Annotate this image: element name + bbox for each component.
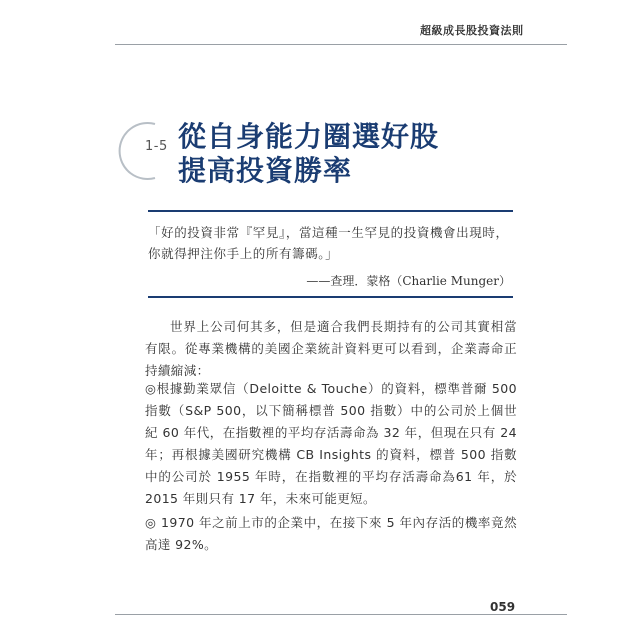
quote-box xyxy=(148,210,513,298)
quote-top-rule xyxy=(148,210,513,212)
section-number: 1-5 xyxy=(145,139,168,154)
chapter-title xyxy=(178,120,439,188)
body-paragraph-2: ◎根據勤業眾信（Deloitte & Touche）的資料，標準普爾 500 指數（S&P 500，以下簡稱標普 500 指數）中的公司於上個世紀 60 年代，在指數裡的平均存活壽命為 32 年，但現在只有 24 年；再根據美國研究機構 CB Insights 的資料，標普 500 指數中的公司於 1955 年時，在指數裡的平均存活壽命為61 年，於 2015 年則只有 17 年，未來可能更短。 xyxy=(145,381,517,506)
quote-attribution: ——查理．蒙格（Charlie Munger） xyxy=(306,274,511,288)
chapter-title-line1: 從自身能力圈選好股 xyxy=(178,120,440,153)
page-number: 059 xyxy=(490,600,516,614)
body-paragraph-3: ◎ 1970 年之前上市的企業中，在接下來 5 年內存活的機率竟然高達 92%。 xyxy=(145,515,517,552)
quote-text: 「好的投資非常『罕見』，當這種一生罕見的投資機會出現時，你就得押注你手上的所有籌碼。」 xyxy=(148,225,509,261)
footer-rule xyxy=(115,614,567,615)
running-head: 超級成長股投資法則 xyxy=(420,24,524,37)
chapter-title-line2: 提高投資勝率 xyxy=(178,154,353,187)
quote-bottom-rule xyxy=(148,296,513,298)
body-paragraph-1: 世界上公司何其多，但是適合我們長期持有的公司其實相當有限。從專業機構的美國企業統計資料更可以看到，企業壽命正持續縮減： xyxy=(145,319,517,378)
header-rule xyxy=(115,44,567,45)
